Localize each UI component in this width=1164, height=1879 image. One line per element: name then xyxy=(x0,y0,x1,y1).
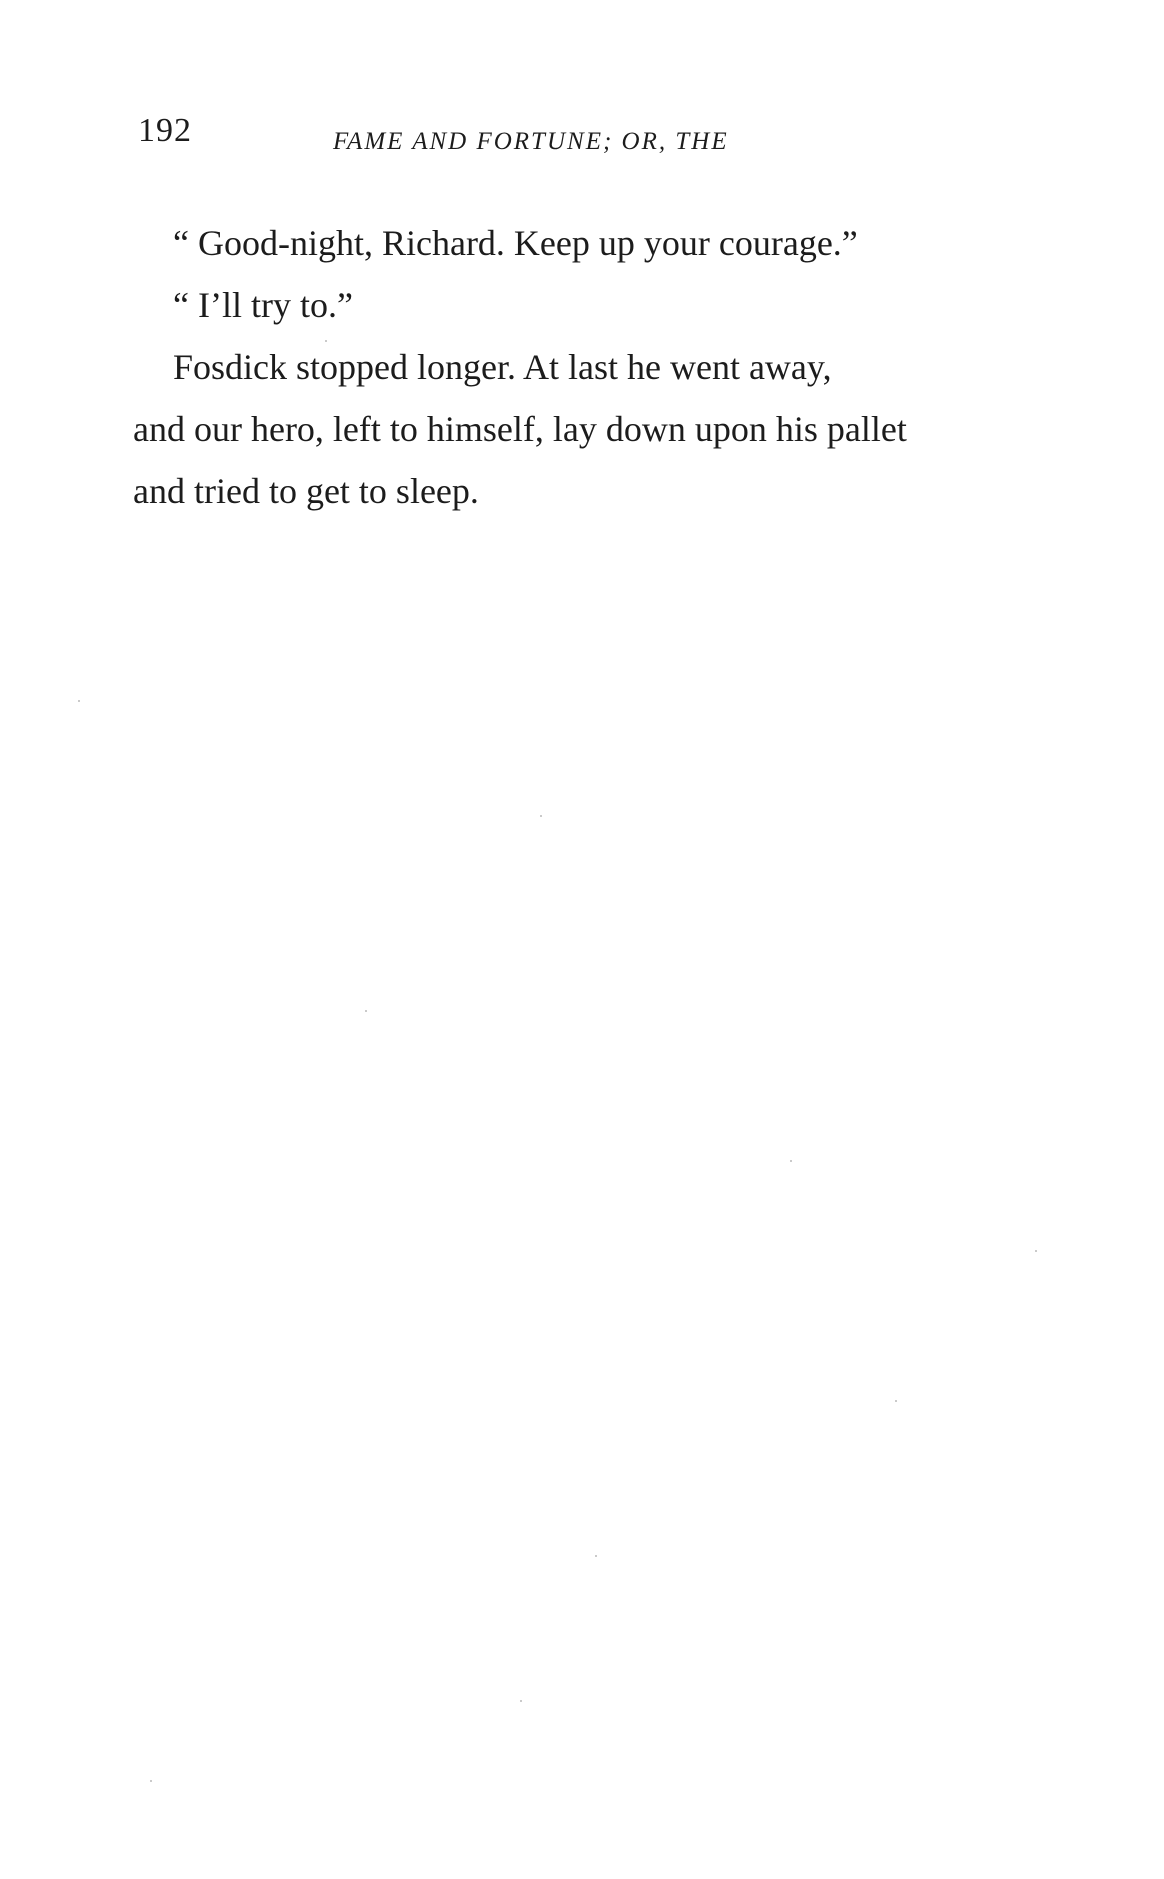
paper-speck xyxy=(1035,1250,1037,1252)
page-number: 192 xyxy=(138,112,192,149)
text-line-paragraph-start: Fosdick stopped longer. At last he went away, xyxy=(173,347,832,387)
paper-speck xyxy=(150,1780,152,1782)
text-line-paragraph-end: and tried to get to sleep. xyxy=(133,471,479,511)
text-line-dialogue-2: “ I’ll try to.” xyxy=(173,285,353,325)
paper-speck xyxy=(325,340,327,342)
paper-speck xyxy=(790,1160,792,1162)
paper-speck xyxy=(895,1400,897,1402)
body-text xyxy=(133,212,1053,522)
paper-speck xyxy=(595,1555,597,1557)
paper-speck xyxy=(78,700,80,702)
text-line-dialogue-1: “ Good-night, Richard. Keep up your courage.” xyxy=(173,223,858,263)
paper-speck xyxy=(365,1010,367,1012)
running-title: FAME AND FORTUNE; OR, THE xyxy=(333,128,729,155)
paper-speck xyxy=(540,815,542,817)
running-head xyxy=(138,112,898,162)
paper-speck xyxy=(520,1700,522,1702)
text-line-paragraph-middle: and our hero, left to himself, lay down upon his pallet xyxy=(133,409,907,449)
